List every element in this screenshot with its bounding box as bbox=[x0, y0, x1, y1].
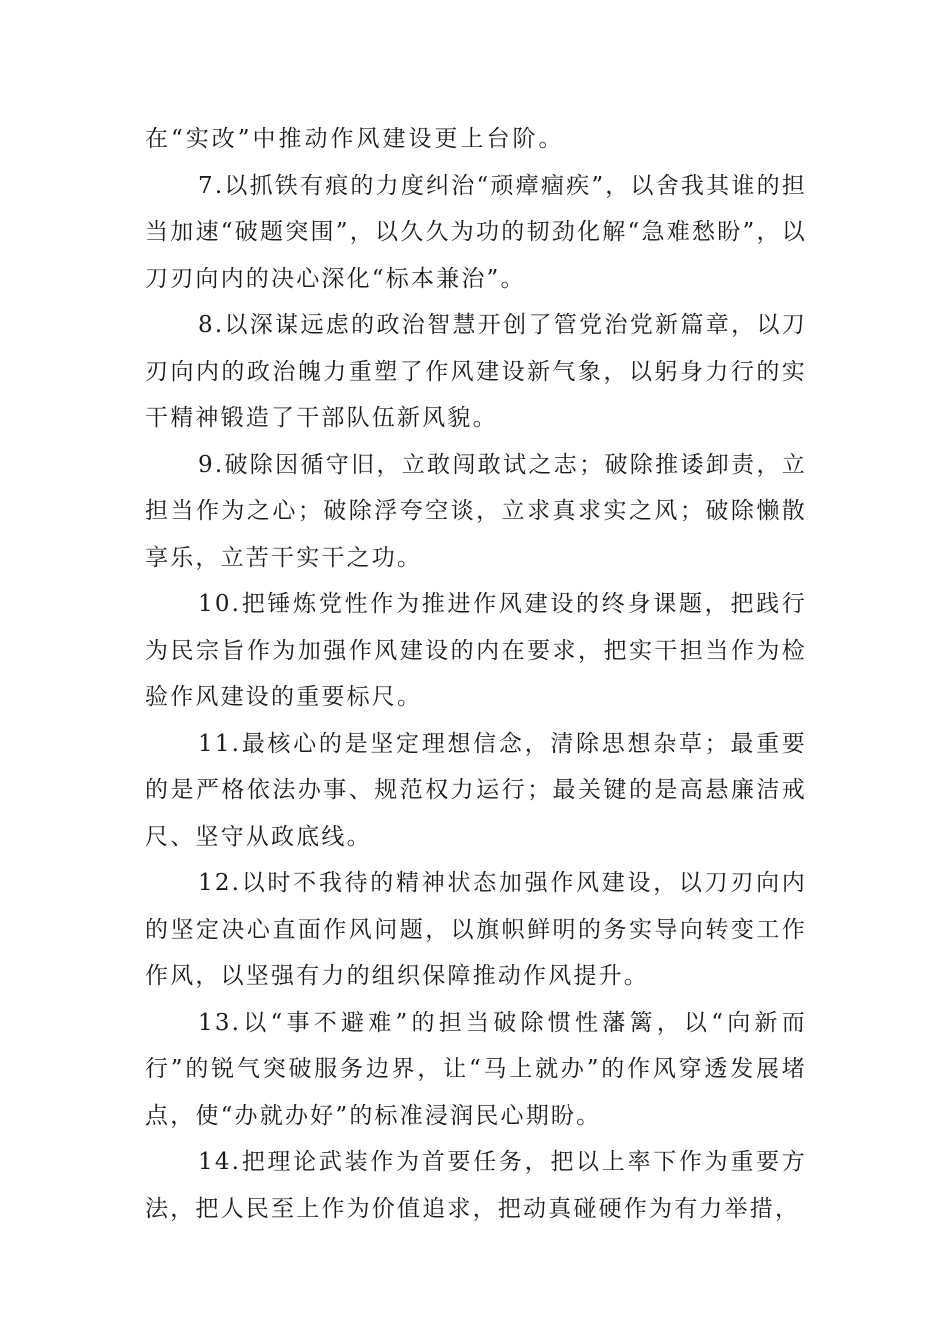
paragraph-item-14: 14.把理论武装作为首要任务，把以上率下作为重要方法，把人民至上作为价值追求，把动真碰硬作为有力举措， bbox=[145, 1149, 807, 1222]
paragraph-continuation: 在“实改”中推动作风建设更上台阶。 bbox=[145, 126, 565, 152]
paragraph-item-10: 10.把锤炼党性作为推进作风建设的终身课题，把践行为民宗旨作为加强作风建设的内在要求，把实干担当作为检验作风建设的重要标尺。 bbox=[145, 591, 807, 710]
paragraph-item-9: 9.破除因循守旧，立敢闯敢试之志；破除推诿卸责，立担当作为之心；破除浮夸空谈，立求真求实之风；破除懒散享乐，立苦干实干之功。 bbox=[145, 451, 807, 571]
document-page bbox=[145, 116, 807, 1232]
paragraph-item-8: 8.以深谋远虑的政治智慧开创了管党治党新篇章，以刀刃向内的政治魄力重塑了作风建设新气象，以躬身力行的实干精神锻造了干部队伍新风貌。 bbox=[145, 312, 807, 431]
paragraph-item-7: 7.以抓铁有痕的力度纠治“顽瘴痼疾”，以舍我其谁的担当加速“破题突围”，以久久为功的韧劲化解“急难愁盼”，以刀刃向内的决心深化“标本兼治”。 bbox=[145, 172, 807, 292]
paragraph-item-12: 12.以时不我待的精神状态加强作风建设，以刀刃向内的坚定决心直面作风问题，以旗帜鲜明的务实导向转变工作作风，以坚强有力的组织保障推动作风提升。 bbox=[145, 870, 807, 989]
paragraph-item-11: 11.最核心的是坚定理想信念，清除思想杂草；最重要的是严格依法办事、规范权力运行；最关键的是高悬廉洁戒尺、坚守从政底线。 bbox=[145, 730, 807, 850]
paragraph-item-13: 13.以“事不避难”的担当破除惯性藩篱，以“向新而行”的锐气突破服务边界，让“马上就办”的作风穿透发展堵点，使“办就办好”的标准浸润民心期盼。 bbox=[145, 1009, 807, 1129]
